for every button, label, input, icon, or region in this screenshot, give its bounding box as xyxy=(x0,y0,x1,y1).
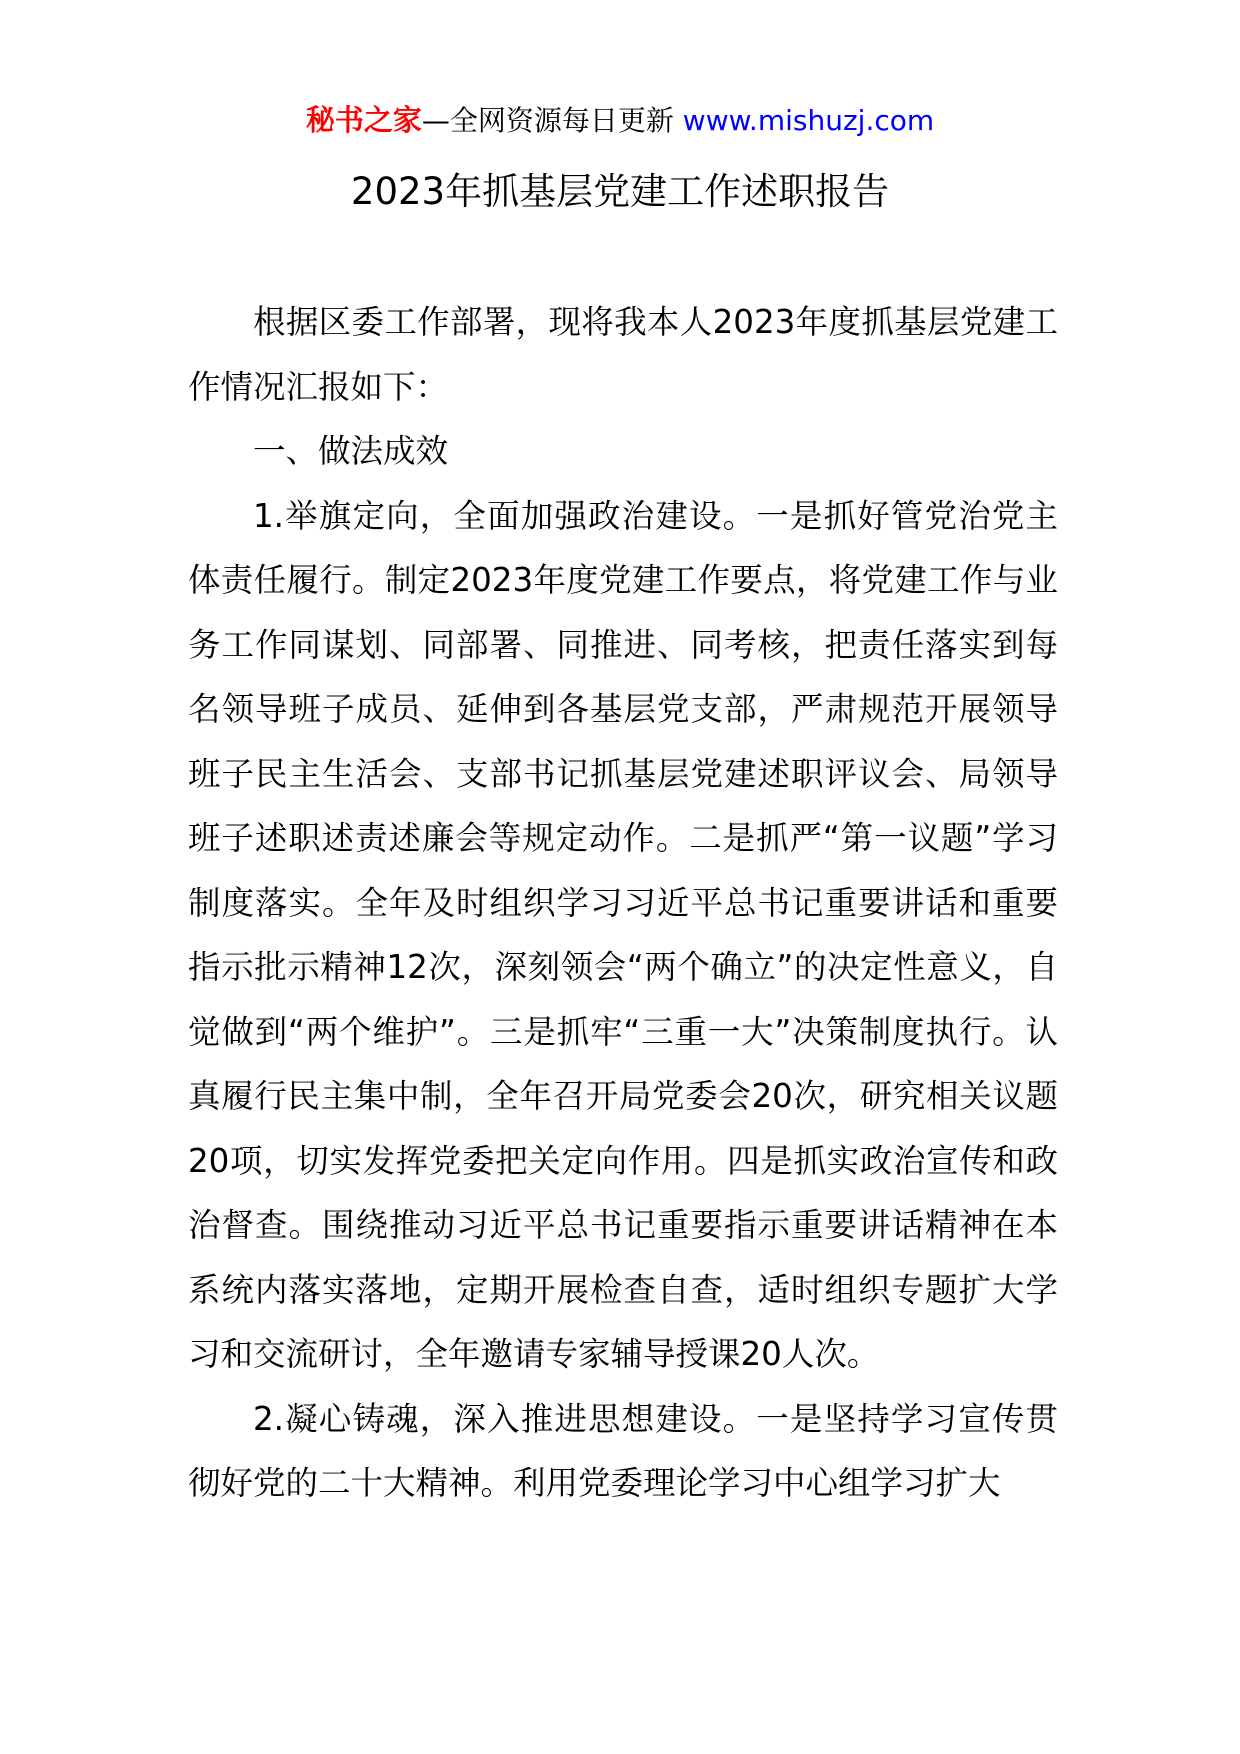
header-slogan: —全网资源每日更新 xyxy=(421,104,674,137)
intro-paragraph: 根据区委工作部署，现将我本人2023年度抓基层党建工作情况汇报如下： xyxy=(188,303,1058,406)
body-paragraph: 2.凝心铸魂，深入推进思想建设。一是坚持学习宣传贯彻好党的二十大精神。利用党委理论学习中心组学习扩大 xyxy=(188,1399,1058,1502)
document-body xyxy=(188,290,1058,1516)
website-link[interactable]: www.mishuzj.com xyxy=(682,104,935,137)
header-banner xyxy=(0,100,1240,141)
section-heading: 一、做法成效 xyxy=(253,432,449,470)
document-title: 2023年抓基层党建工作述职报告 xyxy=(350,170,890,213)
brand-name: 秘书之家 xyxy=(305,103,422,137)
body-paragraph: 1.举旗定向，全面加强政治建设。一是抓好管党治党主体责任履行。制定2023年度党建工作要点，将党建工作与业务工作同谋划、同部署、同推进、同考核，把责任落实到每名领导班子成员、延伸到各基层党支部，严肃规范开展领导班子民主生活会、支部书记抓基层党建述职评议会、局领导班子述职述责述廉会等规定动作。二是抓严“第一议题”学习制度落实。全年及时组织学习习近平总书记重要讲话和重要指示批示精神12次，深刻领会“两个确立”的决定性意义，自觉做到“两个维护”。三是抓牢“三重一大”决策制度执行。认真履行民主集中制，全年召开局党委会20次，研究相关议题20项，切实发挥党委把关定向作用。四是抓实政治宣传和政治督查。围绕推动习近平总书记重要指示重要讲话精神在本系统内落实落地，定期开展检查自查，适时组织专题扩大学习和交流研讨，全年邀请专家辅导授课20人次。 xyxy=(188,496,1058,1373)
